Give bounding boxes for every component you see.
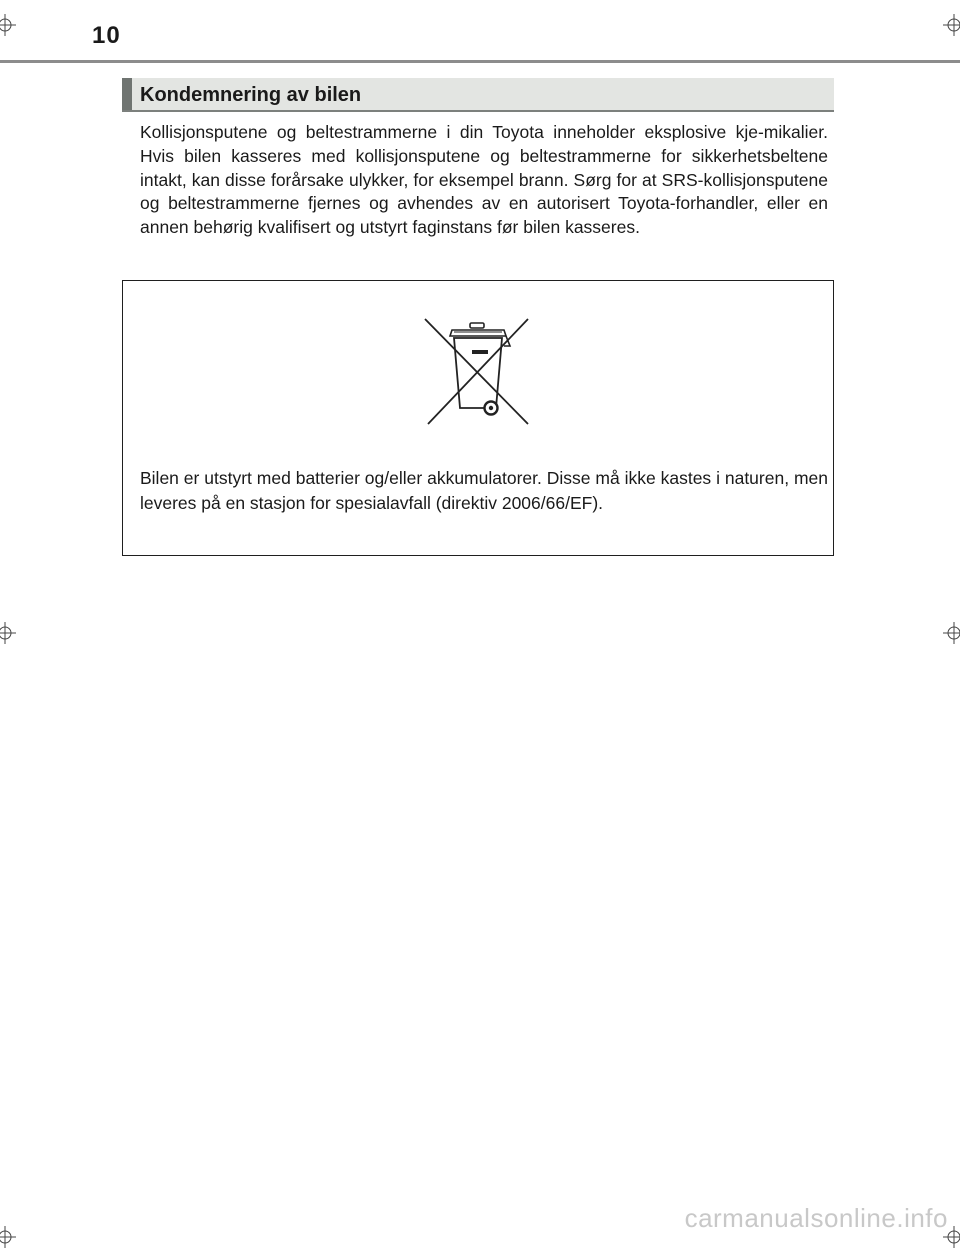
section-paragraph: Kollisjonsputene og beltestrammerne i din Toyota inneholder eksplosive kje-mikalier. Hvis bilen kasseres med kollisjonsputene og beltestrammerne for sikkerhetsbeltene intakt, kan disse forårsake ulykker, for eksempel brann. Sørg for at SRS-kollisjonsputene og beltestrammerne fjernes og avhendes av en autorisert Toyota-forhandler, eller en annen behørig kvalifisert og utstyrt faginstans før bilen kasseres. xyxy=(140,122,828,238)
crop-mark-bottom-left xyxy=(0,1226,16,1248)
page-number: 10 xyxy=(92,22,121,49)
crop-mark-top-left xyxy=(0,14,16,36)
heading-accent-bar xyxy=(122,78,132,112)
crop-mark-middle-left xyxy=(0,622,16,644)
header-rule xyxy=(0,60,960,63)
crop-mark-middle-right xyxy=(943,622,960,644)
heading-underline xyxy=(122,110,834,112)
crop-mark-top-right xyxy=(943,14,960,36)
battery-notice-text: Bilen er utstyrt med batterier og/eller akkumulatorer. Disse må ikke kastes i naturen, men leveres på en stasjon for spesialavfall (direktiv 2006/66/EF). xyxy=(140,468,828,513)
section-heading xyxy=(122,78,834,112)
crossed-out-wheelie-bin-icon xyxy=(424,316,530,426)
watermark-logo: carmanualsonline.info xyxy=(684,1203,948,1233)
section-title: Kondemnering av bilen xyxy=(140,84,362,106)
